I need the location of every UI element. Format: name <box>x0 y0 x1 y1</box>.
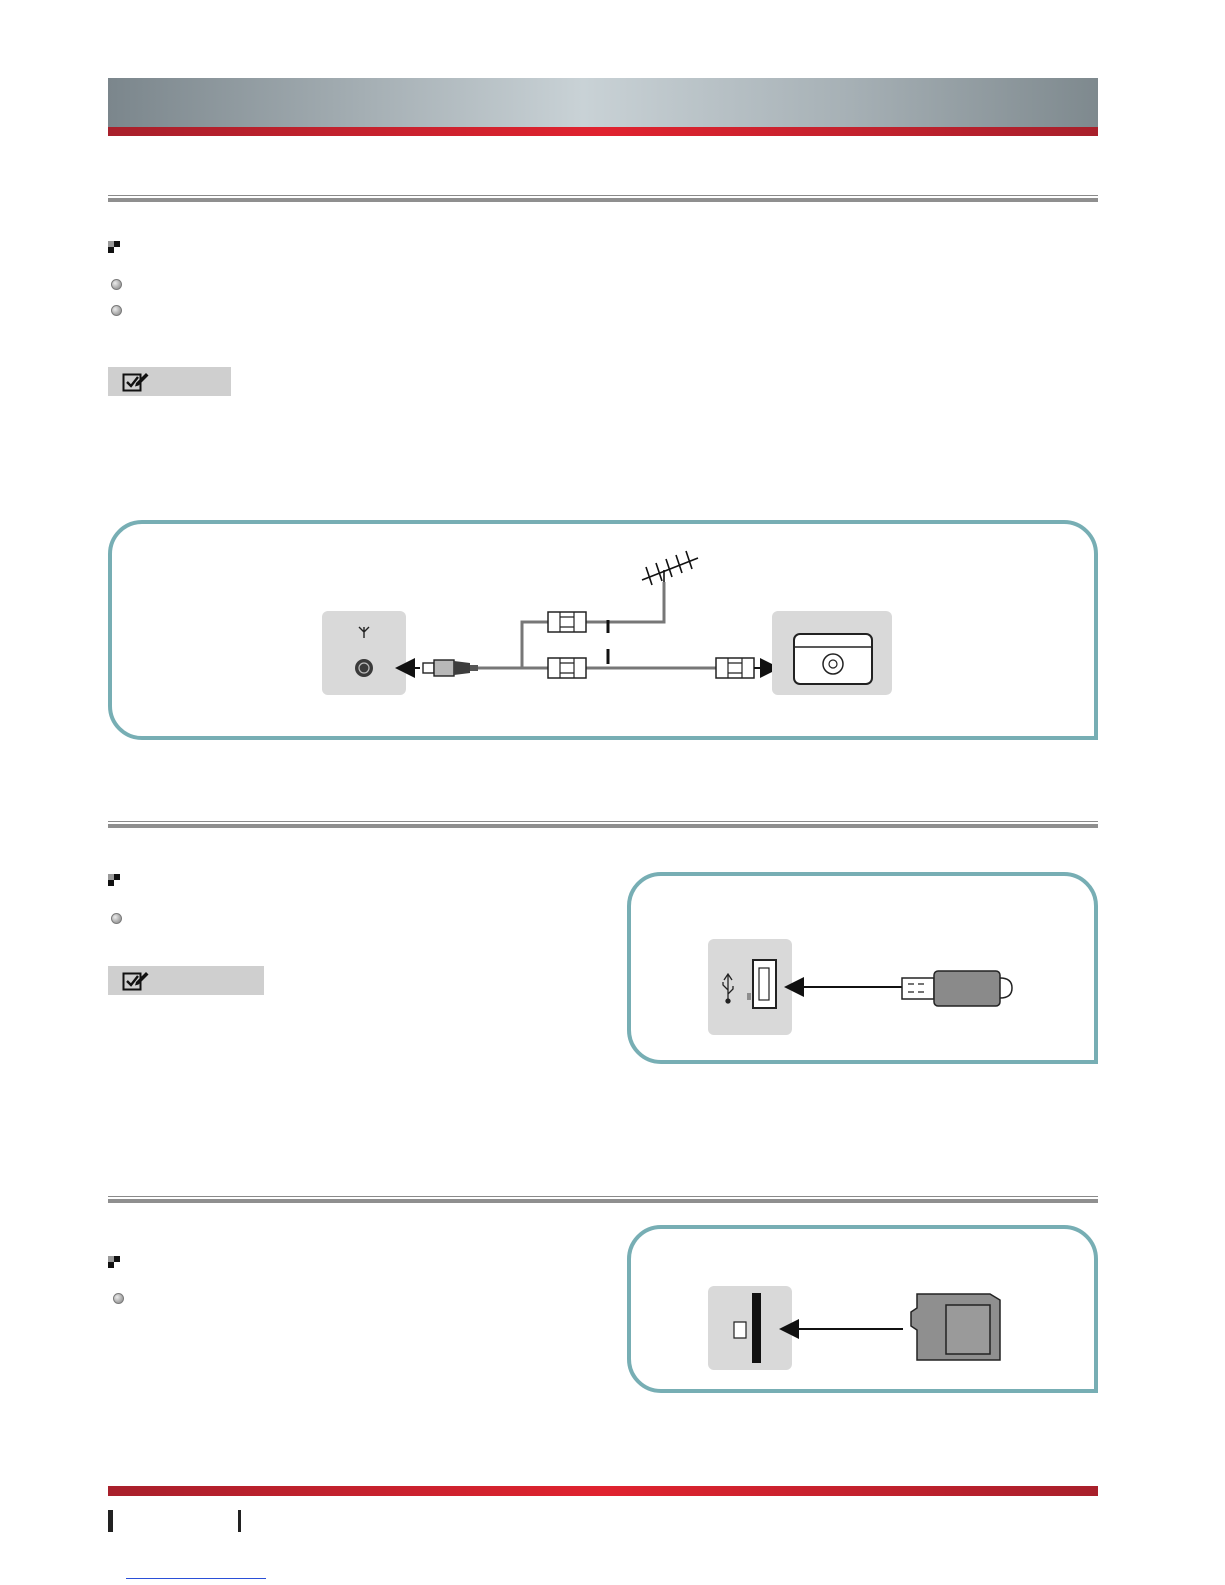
tv-antenna-port-panel <box>322 611 406 695</box>
rf-plug-icon <box>399 660 478 676</box>
aerial-antenna-icon <box>642 551 698 585</box>
coax-cable <box>478 582 716 668</box>
sd-slot <box>752 1293 761 1363</box>
rf-jack-icon <box>355 659 373 677</box>
sd-card-icon <box>734 1322 746 1338</box>
footer-marker <box>108 1510 113 1532</box>
sd-slot-panel <box>708 1286 792 1370</box>
footer-accent-bar <box>108 1486 1098 1496</box>
wall-socket-panel <box>772 611 892 695</box>
usb-flash-drive-icon <box>902 971 1012 1006</box>
footer-divider <box>238 1510 241 1532</box>
footer-link-underline[interactable] <box>126 1578 266 1579</box>
sd-memory-card-icon <box>911 1294 1000 1360</box>
usb-port-panel <box>708 939 792 1035</box>
